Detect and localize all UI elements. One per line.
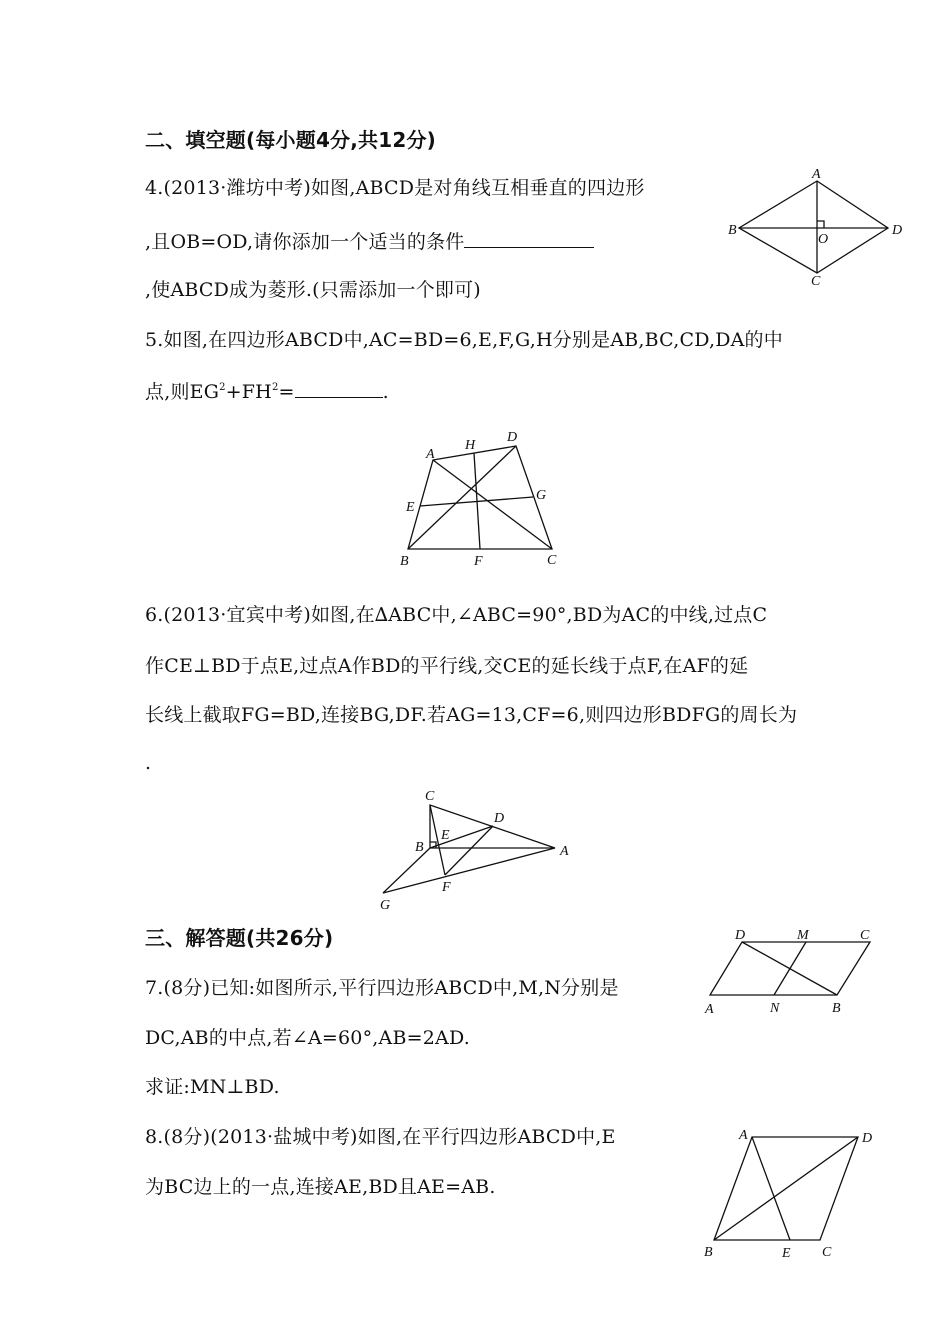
q6-median-bd [430, 826, 493, 848]
q4-line-3: ,使ABCD成为菱形.(只需添加一个即可) [145, 279, 481, 301]
q8-line-2: 为BC边上的一点,连接AE,BD且AE=AB. [145, 1176, 496, 1198]
q5-text-end: . [382, 381, 389, 403]
q6-line-3: 长线上截取FG=BD,连接BG,DF.若AG=13,CF=6,则四边形BDFG的周长为 [145, 704, 798, 726]
q7-label-d: D [735, 928, 746, 943]
q7-label-n: N [770, 1001, 780, 1016]
q6-label-g: G [380, 898, 391, 913]
q6-label-e: E [441, 828, 450, 843]
q8-label-d: D [862, 1131, 873, 1146]
q6-label-f: F [442, 880, 451, 895]
q6-triangle-figure [375, 785, 585, 915]
q8-segment-ae [752, 1137, 790, 1240]
q5-text-c: = [278, 381, 295, 403]
q7-line-1: 7.(8分)已知:如图所示,平行四边形ABCD中,M,N分别是 [145, 977, 619, 999]
q5-sup-1: 2 [219, 382, 226, 393]
q8-label-a: A [739, 1128, 748, 1143]
q8-label-c: C [822, 1245, 832, 1260]
q6-segment-df [445, 826, 493, 875]
q5-diagonal-bd [408, 446, 516, 549]
q5-sup-2: 2 [271, 382, 279, 393]
q6-line-2: 作CE⊥BD于点E,过点A作BD的平行线,交CE的延长线于点F,在AF的延 [145, 655, 749, 677]
q4-line-2-text: ,且OB=OD,请你添加一个适当的条件 [145, 231, 465, 253]
q7-label-a: A [705, 1002, 714, 1017]
q4-label-a: A [812, 167, 821, 182]
q8-line-1: 8.(8分)(2013·盐城中考)如图,在平行四边形ABCD中,E [145, 1126, 616, 1148]
q4-label-o: O [818, 232, 829, 247]
q5-label-e: E [406, 500, 415, 515]
section-2-title: 二、填空题(每小题4分,共12分) [145, 128, 437, 152]
q6-line-1: 6.(2013·宜宾中考)如图,在∆ABC中,∠ABC=90°,BD为AC的中线,过点C [145, 604, 768, 626]
q5-line-2 [145, 379, 389, 404]
q5-quadrilateral-figure [395, 425, 570, 570]
q5-label-h: H [465, 438, 476, 453]
q7-parallelogram-figure [700, 920, 885, 1020]
q4-answer-blank[interactable] [464, 229, 594, 248]
q6-label-a: A [560, 844, 569, 859]
q4-quadrilateral [739, 181, 888, 273]
q7-line-2: DC,AB的中点,若∠A=60°,AB=2AD. [145, 1027, 470, 1049]
q5-text-a: 点,则EG [145, 381, 220, 403]
q6-segment-ag [383, 848, 555, 893]
q5-label-f: F [474, 554, 483, 569]
q7-label-c: C [860, 928, 870, 943]
q8-parallelogram-figure [700, 1120, 885, 1265]
q5-answer-blank[interactable] [295, 379, 383, 398]
q5-line-1: 5.如图,在四边形ABCD中,AC=BD=6,E,F,G,H分别是AB,BC,CD,DA的中 [145, 329, 783, 351]
q6-label-c: C [425, 789, 435, 804]
q4-line-1: 4.(2013·潍坊中考)如图,ABCD是对角线互相垂直的四边形 [145, 177, 645, 199]
q6-line-4: . [145, 752, 152, 774]
q5-label-b: B [400, 554, 409, 569]
q4-label-b: B [728, 223, 737, 238]
q5-label-a: A [426, 447, 435, 462]
q4-label-d: D [892, 223, 903, 238]
q4-right-angle-mark [817, 221, 824, 228]
q4-line-2 [145, 229, 594, 254]
q7-label-m: M [797, 928, 809, 943]
q5-label-c: C [547, 553, 557, 568]
q6-label-d: D [494, 811, 505, 826]
q4-label-c: C [811, 274, 821, 289]
section-3-title: 三、解答题(共26分) [145, 926, 334, 950]
q5-diagonal-ac [433, 460, 552, 549]
q7-line-3: 求证:MN⊥BD. [145, 1076, 280, 1098]
q7-label-b: B [832, 1001, 841, 1016]
q6-label-b: B [415, 840, 424, 855]
q5-text-b: +FH [225, 381, 272, 403]
q4-rhombus-figure [725, 165, 910, 290]
q8-diagonal-bd [714, 1137, 858, 1240]
q8-label-e: E [782, 1246, 791, 1261]
q8-label-b: B [704, 1245, 713, 1260]
q7-segment-mn [774, 942, 806, 995]
q5-label-g: G [536, 488, 547, 503]
q5-label-d: D [507, 430, 518, 445]
